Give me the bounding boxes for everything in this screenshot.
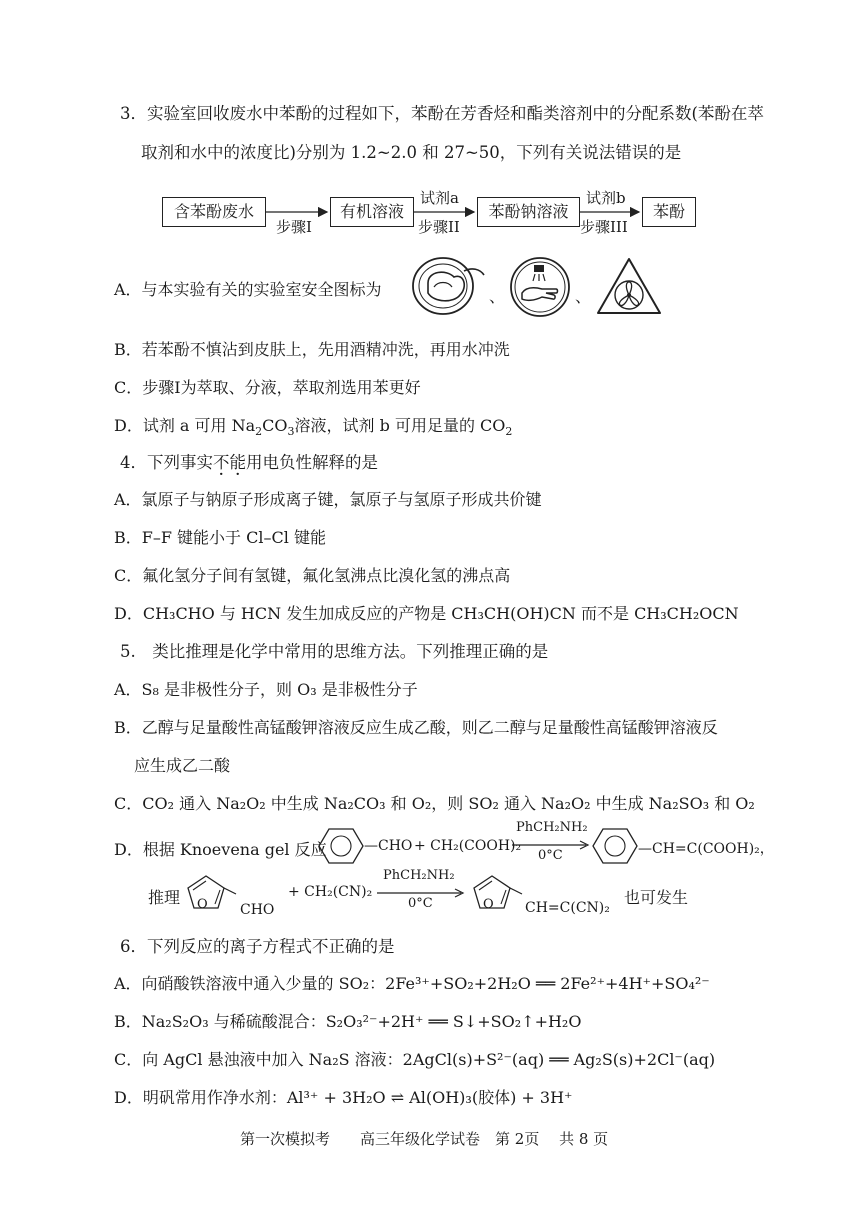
ventilation-fan-icon xyxy=(594,255,664,319)
q6-stem: 6．下列反应的离子方程式不正确的是 xyxy=(120,937,395,956)
q5-inference-label: 推理 xyxy=(148,888,181,907)
q5d-product: —CH=C(COOH)₂， xyxy=(638,841,774,857)
q4-option-a: A．氯原子与钠原子形成离子键，氯原子与氢原子形成共价键 xyxy=(114,490,542,509)
q3-stem-line2: 取剂和水中的浓度比)分别为 1.2~2.0 和 27~50，下列有关说法错误的是 xyxy=(141,143,682,162)
furan-aldehyde-label: CHO xyxy=(240,902,275,918)
corrosive-icon xyxy=(410,253,490,323)
furan-oxygen-label: O xyxy=(197,897,208,912)
q5-infer-condition-top: PhCH₂NH₂ xyxy=(383,868,455,883)
flow-reagent-b-label: 试剂b xyxy=(586,189,626,207)
q4-option-c: C．氟化氢分子间有氢键，氟化氢沸点比溴化氢的沸点高 xyxy=(114,566,511,585)
q6-option-b: B．Na₂S₂O₃ 与稀硫酸混合：S₂O₃²⁻+2H⁺ ══ S↓+SO₂↑+H₂O xyxy=(114,1012,582,1031)
flow-step2-label: 步骤II xyxy=(418,218,460,236)
flow-box-organic-solution: 有机溶液 xyxy=(330,197,414,227)
q5-infer-condition-bottom: 0°C xyxy=(408,896,433,911)
q4-stem: 4．下列事实不能用电负性解释的是 xyxy=(120,453,378,472)
q3-icon-separator-1: 、 xyxy=(489,287,506,306)
q5-infer-product: CH=C(CN)₂ xyxy=(525,900,610,916)
q5-option-b-line2: 应生成乙二酸 xyxy=(134,756,231,775)
q6-option-a: A．向硝酸铁溶液中通入少量的 SO₂：2Fe³⁺+SO₂+2H₂O ══ 2Fe²⁺+4H⁺+SO₄²⁻ xyxy=(114,974,710,993)
q4-option-d: D．CH₃CHO 与 HCN 发生加成反应的产物是 CH₃CH(OH)CN 而不是 CH₃CH₂OCN xyxy=(114,604,739,623)
furan-product-oxygen-label: O xyxy=(483,897,494,912)
benzene-ring-icon xyxy=(318,826,364,866)
q5-option-a: A．S₈ 是非极性分子，则 O₃ 是非极性分子 xyxy=(114,680,418,699)
eye-wash-hand-icon xyxy=(508,255,574,319)
q5d-condition-bottom: 0°C xyxy=(538,848,563,863)
furan-ring-product-icon xyxy=(468,870,528,920)
flow-step3-label: 步骤III xyxy=(580,218,628,236)
q3-stem-line1: 3．实验室回收废水中苯酚的过程如下，苯酚在芳香烃和酯类溶剂中的分配系数(苯酚在萃 xyxy=(120,104,764,123)
flow-reagent-a-label: 试剂a xyxy=(420,189,459,207)
q5-infer-tail: 也可发生 xyxy=(624,888,689,907)
q3-option-a: A．与本实验有关的实验室安全图标为 xyxy=(114,280,382,299)
q5d-aldehyde: —CHO xyxy=(364,838,413,854)
q3-option-c: C．步骤Ⅰ为萃取、分液，萃取剂选用苯更好 xyxy=(114,378,421,397)
flow-box-phenol: 苯酚 xyxy=(642,197,696,227)
q3-option-b: B．若苯酚不慎沾到皮肤上，先用酒精冲洗，再用水冲洗 xyxy=(114,340,510,359)
q5-option-b-line1: B．乙醇与足量酸性高锰酸钾溶液反应生成乙酸，则乙二醇与足量酸性高锰酸钾溶液反 xyxy=(114,718,718,737)
q5-option-d: D．根据 Knoevena gel 反应 xyxy=(114,840,327,859)
q5d-malonic-acid: + CH₂(COOH)₂ xyxy=(414,838,522,854)
q3-icon-separator-2: 、 xyxy=(575,287,592,306)
q5-option-c: C．CO₂ 通入 Na₂O₂ 中生成 Na₂CO₃ 和 O₂，则 SO₂ 通入 Na₂O₂ 中生成 Na₂SO₃ 和 O₂ xyxy=(114,794,755,813)
q6-option-c: C．向 AgCl 悬浊液中加入 Na₂S 溶液：2AgCl(s)+S²⁻(aq) ══ Ag₂S(s)+2Cl⁻(aq) xyxy=(114,1050,716,1069)
q5-malononitrile: + CH₂(CN)₂ xyxy=(288,884,373,900)
flow-box-sodium-phenoxide: 苯酚钠溶液 xyxy=(477,197,580,227)
benzene-ring-product-icon xyxy=(592,826,638,866)
q6-option-d: D．明矾常用作净水剂：Al³⁺ + 3H₂O ⇌ Al(OH)₃(胶体) + 3H⁺ xyxy=(114,1088,573,1107)
furan-ring-icon xyxy=(182,870,242,920)
q5-stem: 5. 类比推理是化学中常用的思维方法。下列推理正确的是 xyxy=(120,642,549,661)
q5d-condition-top: PhCH₂NH₂ xyxy=(516,820,588,835)
page-footer: 第一次模拟考 高三年级化学试卷 第 2页 共 8 页 xyxy=(240,1130,609,1148)
flow-box-wastewater: 含苯酚废水 xyxy=(162,197,266,227)
flow-step1-label: 步骤I xyxy=(276,218,312,236)
q4-option-b: B．F–F 键能小于 Cl–Cl 键能 xyxy=(114,528,326,547)
q3-option-d: D．试剂 a 可用 $Na_2CO_3$溶液，试剂 b 可用足量的 $CO_2$ xyxy=(114,416,513,439)
